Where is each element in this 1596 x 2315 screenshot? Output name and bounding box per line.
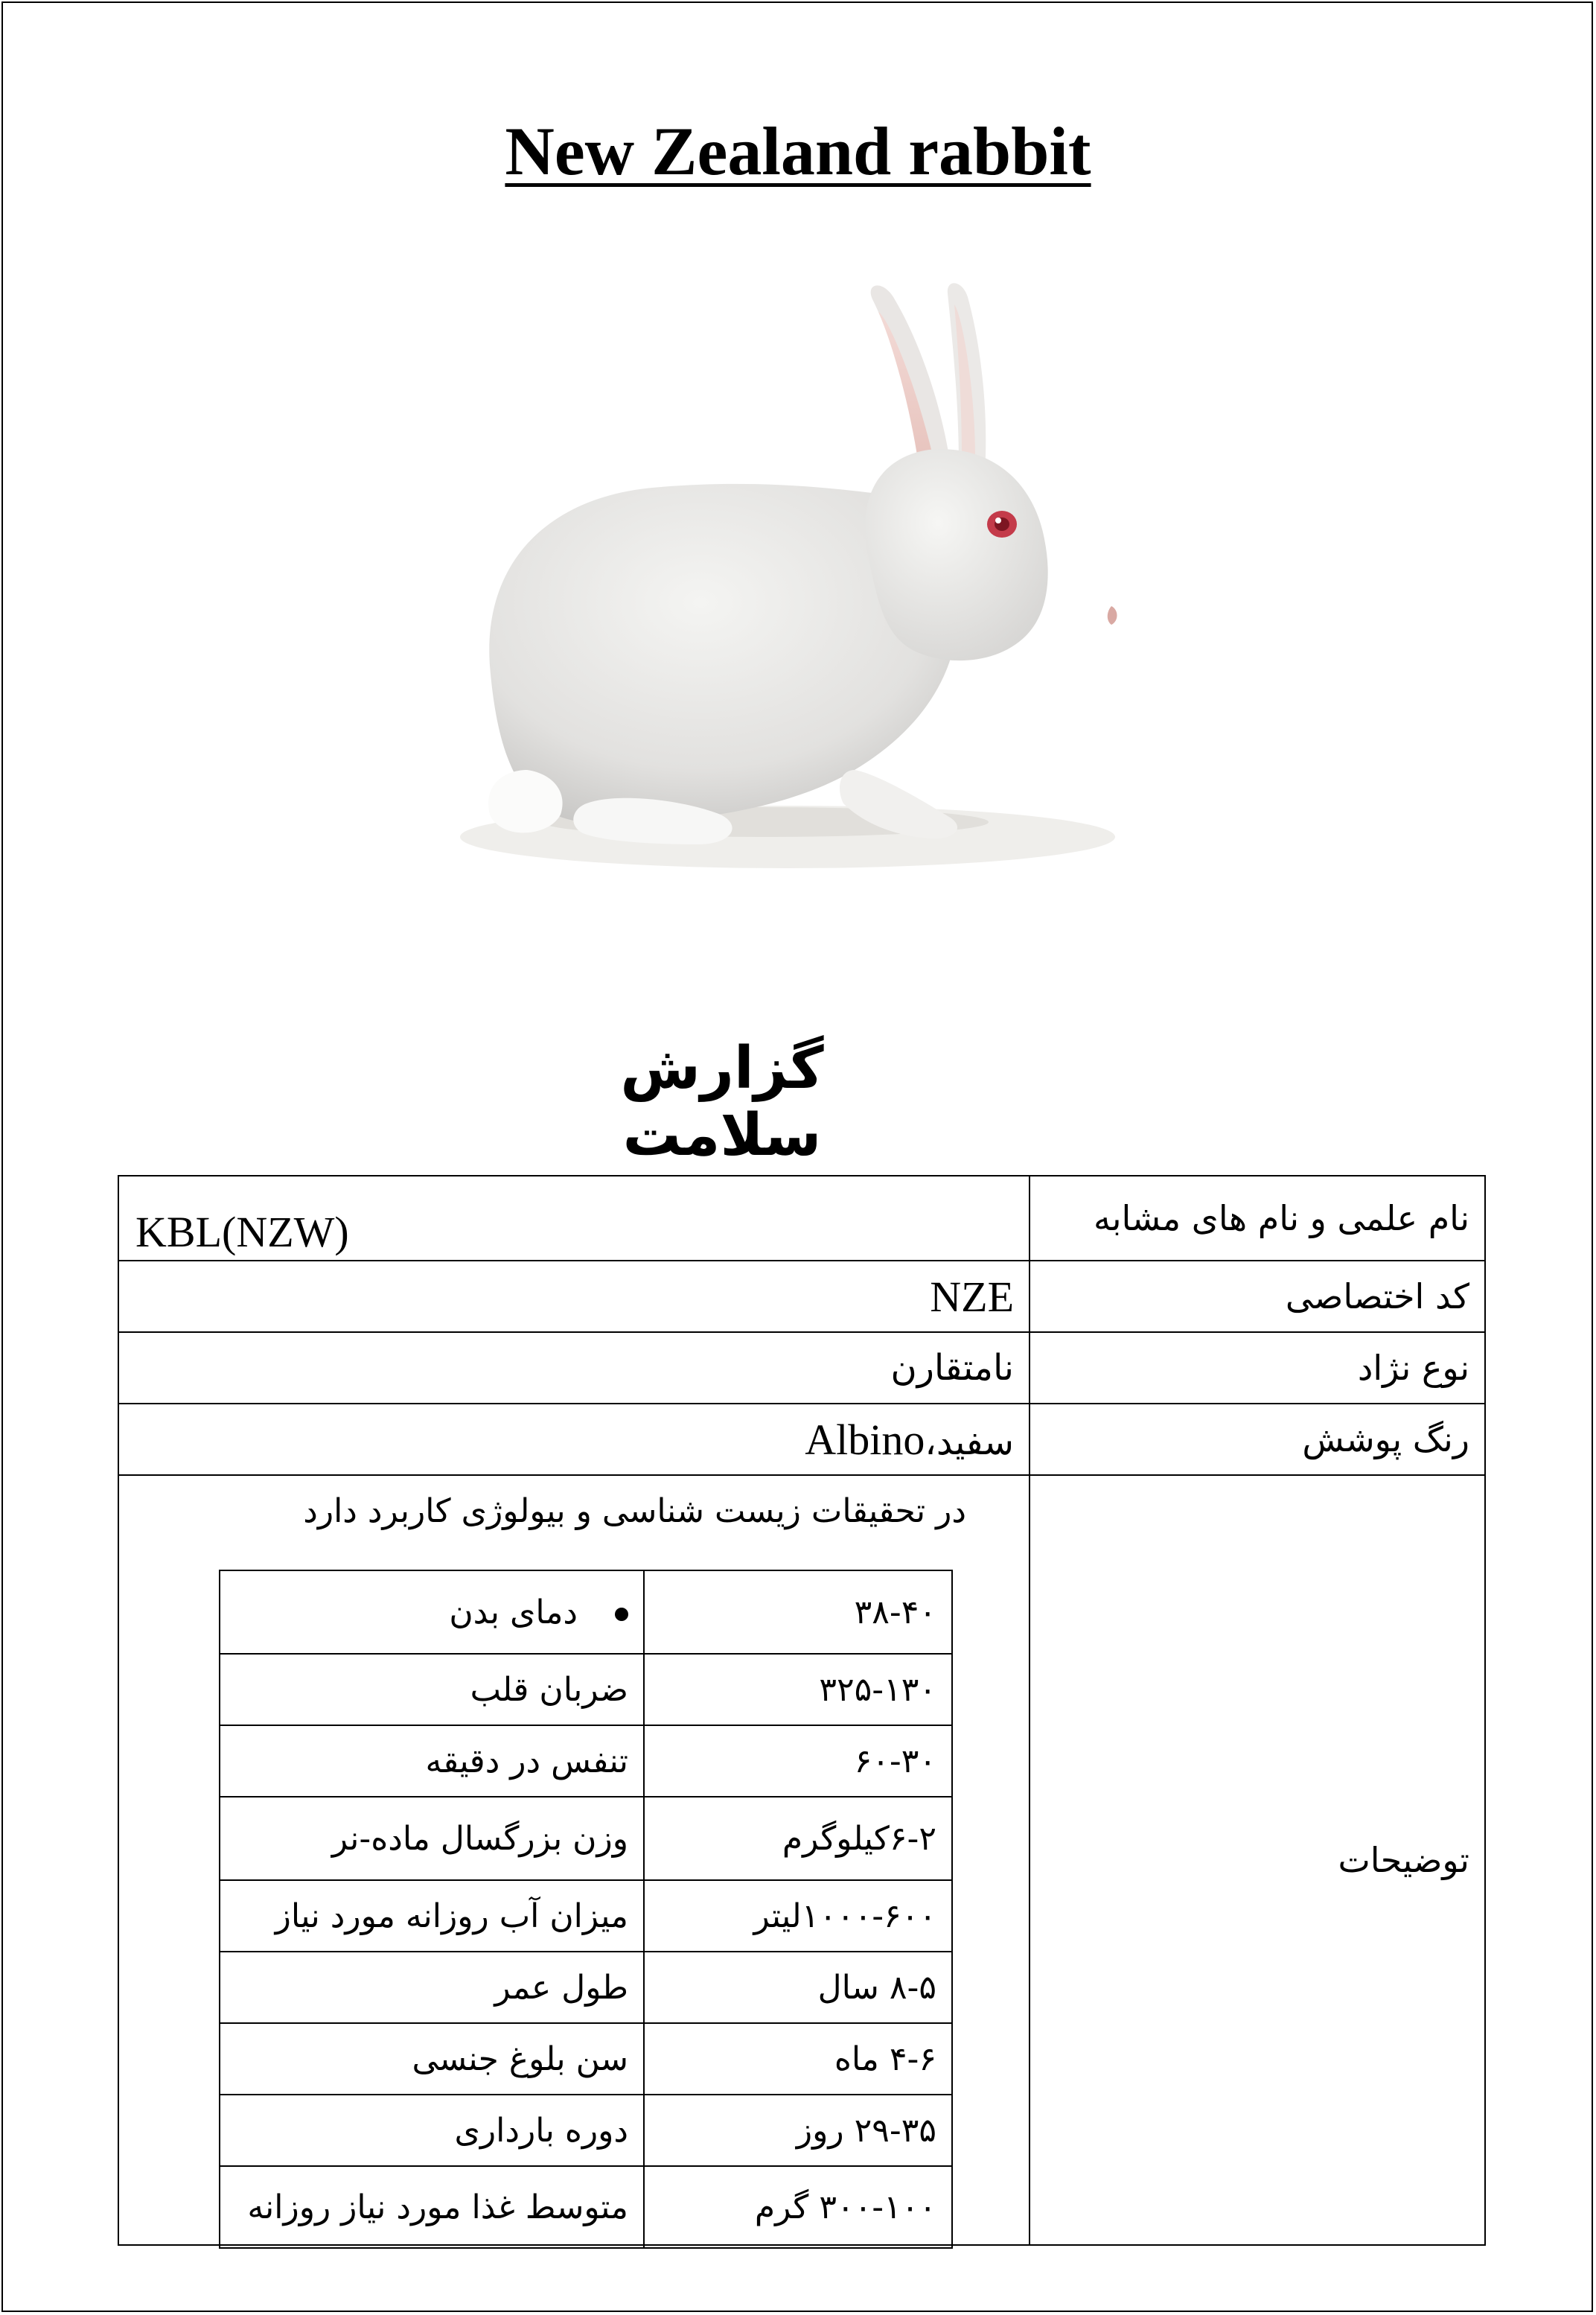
- vitals-table: [219, 1570, 953, 2249]
- report-title: گزارش سلامت: [620, 1035, 824, 1169]
- description-text: در تحقیقات زیست شناسی و بیولوژی کاربرد دارد: [303, 1492, 966, 1530]
- scientific-name-value: KBL(NZW): [118, 1176, 1030, 1261]
- description-label: توضیحات: [1030, 1475, 1485, 2245]
- table-row: [220, 2166, 952, 2248]
- table-row: [118, 1332, 1485, 1404]
- vital-value-water: ۱۰۰۰-۶۰۰لیتر: [644, 1880, 952, 1952]
- table-row: [220, 2023, 952, 2095]
- table-row: [118, 1176, 1485, 1261]
- page-title: New Zealand rabbit: [505, 113, 1091, 189]
- bullet-icon: [615, 1608, 628, 1621]
- vital-param-heart-rate: ضربان قلب: [220, 1654, 644, 1725]
- description-cell: [118, 1475, 1030, 2245]
- vital-param-food: متوسط غذا مورد نیاز روزانه: [220, 2166, 644, 2248]
- scientific-name-label: نام علمی و نام های مشابه: [1030, 1176, 1485, 1261]
- vital-value-respiration: ۶۰-۳۰: [644, 1725, 952, 1797]
- table-row: [220, 1797, 952, 1880]
- table-row: [118, 1404, 1485, 1475]
- vital-value-weight: ۶-۲کیلوگرم: [644, 1797, 952, 1880]
- table-row: [118, 1475, 1485, 2245]
- coat-color-label: رنگ پوشش: [1030, 1404, 1485, 1475]
- table-row: [220, 1952, 952, 2023]
- vital-value-heart-rate: ۳۲۵-۱۳۰: [644, 1654, 952, 1725]
- table-row: [118, 1261, 1485, 1332]
- code-label: کد اختصاصی: [1030, 1261, 1485, 1332]
- rabbit-photo: [438, 249, 1160, 899]
- coat-color-value: [118, 1404, 1030, 1475]
- breed-type-label: نوع نژاد: [1030, 1332, 1485, 1404]
- vital-value-body-temp: ۳۸-۴۰: [644, 1570, 952, 1654]
- table-row: [220, 1654, 952, 1725]
- vital-value-food: ۳۰۰-۱۰۰ گرم: [644, 2166, 952, 2248]
- vital-value-lifespan: ۸-۵ سال: [644, 1952, 952, 2023]
- table-row: [220, 1570, 952, 1654]
- vital-value-maturity: ۴-۶ ماه: [644, 2023, 952, 2095]
- vital-param-gestation: دوره بارداری: [220, 2095, 644, 2166]
- breed-type-value: نامتقارن: [118, 1332, 1030, 1404]
- table-row: [220, 1880, 952, 1952]
- vital-param-lifespan: طول عمر: [220, 1952, 644, 2023]
- vital-param-maturity: سن بلوغ جنسی: [220, 2023, 644, 2095]
- vital-param-weight: وزن بزرگسال ماده-نر: [220, 1797, 644, 1880]
- description-wrapper: [119, 1476, 1029, 2244]
- coat-color-latin: Albino: [805, 1415, 925, 1464]
- code-value: NZE: [118, 1261, 1030, 1332]
- vital-param-body-temp: دمای بدن: [220, 1570, 644, 1654]
- table-row: [220, 1725, 952, 1797]
- vital-value-gestation: ۲۹-۳۵ روز: [644, 2095, 952, 2166]
- vital-param-water: میزان آب روزانه مورد نیاز: [220, 1880, 644, 1952]
- table-row: [220, 2095, 952, 2166]
- vital-param-respiration: تنفس در دقیقه: [220, 1725, 644, 1797]
- info-table: [118, 1175, 1486, 2246]
- coat-color-persian: سفید،: [925, 1421, 1014, 1463]
